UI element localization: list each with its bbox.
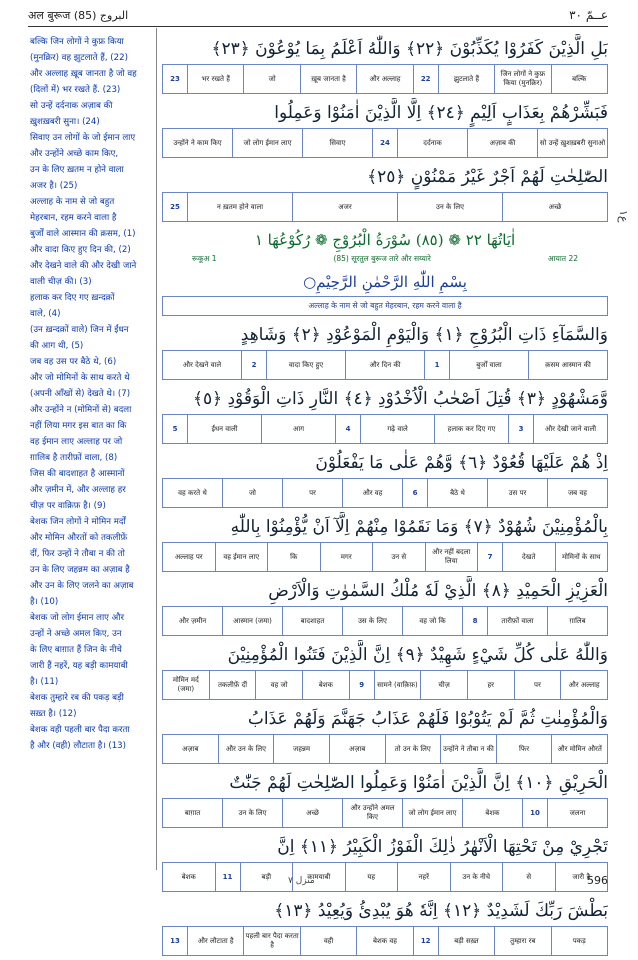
arabic-verse-line: الْحَرِيْقِ ﴿١٠﴾ اِنَّ الَّذِيْنَ اٰمَنُوْا وَعَمِلُوا الصّٰلِحٰتِ لَهُمْ جَنّٰتٌ	[229, 773, 608, 793]
arabic-verse-line: الْعَزِيْزِ الْحَمِيْدِ ﴿٨﴾ الَّذِيْ لَهٗ مُلْكُ السَّمٰوٰتِ وَالْاَرْضِ	[268, 581, 608, 601]
word-meaning-cell: अज़ाब	[329, 735, 385, 764]
translation-line: मेहरबान, रहम करने वाला है	[30, 213, 117, 223]
translation-line: (मुनक्रिर) वह झुटलाते हैं, (22)	[30, 53, 128, 63]
word-meaning-cell: न ख़तम होने वाला	[188, 193, 293, 222]
translation-line: बेशक जो लोग ईमान लाए और	[30, 613, 124, 623]
word-meaning-cell: बड़ी सख़्त	[438, 927, 494, 956]
translation-line: की आग थी, (5)	[30, 341, 84, 351]
arabic-verse-line: فَبَشِّرْهُمْ بِعَذَابٍ اَلِيْمٍ ﴿٢٤﴾ اِلَّا الَّذِيْنَ اٰمَنُوْا وَعَمِلُوا	[274, 103, 608, 123]
surah-info-right: आयात 22	[547, 254, 578, 263]
translation-line: उन के लिए ख़तम न होने वाला	[30, 165, 124, 175]
arabic-verse-line: بِالْمُؤْمِنِيْنَ شُهُوْدٌ ﴿٧﴾ وَمَا نَقَمُوْا مِنْهُمْ اِلَّآ اَنْ يُّؤْمِنُوْا بِاللّٰهِ	[230, 517, 608, 537]
word-meaning-cell: गढ़े वाले	[361, 415, 435, 444]
word-meaning-cell: अज़ाब	[163, 735, 219, 764]
word-meaning-cell: बाग़ात	[163, 799, 223, 828]
word-meaning-cell: 11	[215, 863, 240, 892]
translation-line: जिस की बादशाहत है आस्मानों	[30, 469, 125, 479]
word-meaning-cell: वादा किए हुए	[267, 351, 346, 380]
word-meaning-cell: पर	[514, 671, 561, 700]
word-meaning-cell: उस के लिए	[343, 607, 403, 636]
word-meaning-cell: और वह	[343, 479, 403, 508]
translation-line: ग़ालिब है तारीफ़ों वाला, (8)	[30, 453, 118, 463]
word-meaning-cell: सामने (वाक़िफ़)	[374, 671, 421, 700]
word-meaning-cell: आग	[262, 415, 336, 444]
translation-line: अल्लाह के नाम से जो बहुत	[30, 197, 115, 207]
word-meaning-cell: 25	[163, 193, 188, 222]
word-meaning-cell: वह जो	[256, 671, 303, 700]
word-meaning-cell: मगर	[320, 543, 373, 572]
word-meaning-cell: और उन्होंने अमल किए	[343, 799, 403, 828]
word-meaning-cell: हर	[467, 671, 514, 700]
word-meaning-cell: उस पर	[488, 479, 548, 508]
surah-name-header: अल बुरूज (85) البروج	[28, 9, 129, 22]
word-meaning-cell: देखते	[503, 543, 556, 572]
translation-line: वाली चीज़ की। (3)	[30, 277, 92, 287]
word-meaning-cell: वह करते थे	[163, 479, 223, 508]
word-meaning-cell: जलना	[548, 799, 608, 828]
translation-line: और अल्लाह ख़ूब जानता है जो वह	[30, 69, 137, 79]
translation-line: बेशक वही पहली बार पैदा करता	[30, 725, 130, 735]
word-meaning-cell: 22	[413, 65, 438, 94]
word-meaning-cell: 5	[163, 415, 188, 444]
word-meaning-cell: उन के नीचे	[450, 863, 503, 892]
word-meaning-cell: अज़ाब की	[468, 129, 538, 158]
translation-line: चीज़ पर वाक़िफ़ है। (9)	[30, 501, 106, 511]
word-meaning-cell: जिन लोगों ने कुफ्र किया (मुनक्रिर)	[495, 65, 551, 94]
translation-column	[30, 34, 152, 754]
translation-line: (दिलों में) भर रखते हैं. (23)	[30, 85, 121, 95]
word-by-word-table	[162, 478, 608, 508]
translation-line: जारी हैं नहरें, यह बड़ी कामयाबी	[30, 661, 128, 671]
translation-line: और उन के लिए जलने का अज़ाब	[30, 581, 134, 591]
bismillah: بِسْمِ اللّٰهِ الرَّحْمٰنِ الرَّحِيْمِ○	[303, 273, 467, 291]
arabic-verse-line: وَالسَّمَآءِ ذَاتِ الْبُرُوْجِ ﴿١﴾ وَالْيَوْمِ الْمَوْعُوْدِ ﴿٢﴾ وَشَاهِدٍ	[240, 325, 608, 345]
word-meaning-cell: वह ईमान लाए	[215, 543, 268, 572]
translation-line: के लिए बाग़ात हैं जिन के नीचे	[30, 645, 122, 655]
word-meaning-cell: 1	[425, 351, 450, 380]
word-meaning-cell: जो	[223, 479, 283, 508]
word-meaning-cell: मोमिन मर्द (जमा)	[163, 671, 210, 700]
word-meaning-cell: पर	[283, 479, 343, 508]
word-meaning-cell: बड़ी	[240, 863, 293, 892]
word-meaning-cell: ख़ूब जानता है	[300, 65, 356, 94]
word-meaning-cell: और अल्लाह	[561, 671, 608, 700]
translation-line: सिवाए उन लोगों के जो ईमान लाए	[30, 133, 136, 143]
arabic-verse-line: بَطْشَ رَبِّكَ لَشَدِيْدٌ ﴿١٢﴾ اِنَّهٗ هُوَ يُبْدِئُ وَيُعِيْدُ ﴿١٣﴾	[274, 901, 608, 921]
word-meaning-cell: 7	[478, 543, 503, 572]
translation-line: बल्कि जिन लोगों ने कुफ्र किया	[30, 37, 124, 47]
translation-line: सो उन्हें दर्दनाक अज़ाब की	[30, 101, 113, 111]
word-meaning-cell: पहली बार पैदा करता है	[244, 927, 300, 956]
word-meaning-cell: हलाक कर दिए गए	[435, 415, 509, 444]
word-meaning-cell: बुर्जों वाला	[450, 351, 529, 380]
word-meaning-cell: 12	[413, 927, 438, 956]
word-meaning-cell: सिवाए	[303, 129, 373, 158]
word-meaning-cell: उन्होंने ने तौबा न की	[441, 735, 497, 764]
arabic-verse-line: وَالْمُؤْمِنٰتِ ثُمَّ لَمْ يَتُوْبُوْا فَلَهُمْ عَذَابُ جَهَنَّمَ وَلَهُمْ عَذَابُ	[247, 709, 608, 729]
word-meaning-cell: अल्लाह पर	[163, 543, 216, 572]
word-meaning-cell: 4	[336, 415, 361, 444]
word-meaning-cell: अजर	[293, 193, 398, 222]
word-meaning-cell: तुम्हारा रब	[495, 927, 551, 956]
juz-header: عــمّ ٣٠	[569, 8, 608, 22]
word-meaning-cell: उन के लिए	[398, 193, 503, 222]
translation-line: हलाक कर दिए गए ख़न्दक़ों	[30, 293, 115, 303]
surah-info-row	[162, 254, 608, 268]
word-meaning-cell: और नहीं बदला लिया	[425, 543, 478, 572]
arabic-verse-line: وَّمَشْهُوْدٍ ﴿٣﴾ قُتِلَ اَصْحٰبُ الْاُخْدُوْدِ ﴿٤﴾ النَّارِ ذَاتِ الْوَقُوْدِ ﴿٥﴾	[193, 389, 608, 409]
word-meaning-cell: और देखी जाने वाली	[534, 415, 608, 444]
translation-line: और देखने वाले की और देखी जाने	[30, 261, 137, 271]
translation-line: वह ईमान लाए अल्लाह पर जो	[30, 437, 123, 447]
translation-line: है। (11)	[30, 677, 59, 687]
word-meaning-cell: ईंधन वाली	[188, 415, 262, 444]
word-meaning-cell: और अल्लाह	[357, 65, 413, 94]
translation-line: नहीं लिया मगर इस बात का कि	[30, 421, 127, 431]
word-meaning-cell: चीज़	[421, 671, 468, 700]
word-meaning-cell: बेशक	[463, 799, 523, 828]
word-meaning-cell: पकड़	[551, 927, 607, 956]
arabic-verse-line: بَلِ الَّذِيْنَ كَفَرُوْا يُكَذِّبُوْنَ ﴿٢٢﴾ وَاللّٰهُ اَعْلَمُ بِمَا يُوْعُوْنَ ﴿٢٣﴾	[211, 39, 608, 59]
translation-line: अजर है। (25)	[30, 181, 78, 191]
word-meaning-cell: अच्छे	[283, 799, 343, 828]
word-by-word-table	[162, 128, 608, 158]
word-by-word-table	[162, 606, 608, 636]
column-divider	[156, 28, 157, 870]
word-meaning-cell: यह	[345, 863, 398, 892]
translation-line: है। (10)	[30, 597, 59, 607]
word-meaning-cell: भर रखते हैं	[188, 65, 244, 94]
translation-line: (अपनी आँखों से) देखते थे। (7)	[30, 389, 131, 399]
translation-line: उन के लिए जहन्नम का अज़ाब है	[30, 565, 130, 575]
word-meaning-cell: जो	[244, 65, 300, 94]
word-meaning-cell: 23	[163, 65, 188, 94]
translation-line: है और (वही) लौटाता है। (13)	[30, 741, 126, 751]
word-by-word-table	[162, 192, 608, 222]
word-meaning-cell: 9	[349, 671, 374, 700]
word-meaning-cell: जो लोग ईमान लाए	[233, 129, 303, 158]
word-by-word-table	[162, 926, 608, 956]
word-meaning-cell: बेशक	[163, 863, 216, 892]
surah-title: اٰيَاتُهَا ٢٢ ❁ (٨٥) سُوْرَةُ الْبُرُوْجِ ❁ رُكُوْعُهَا ١	[254, 231, 516, 249]
word-meaning-cell: और ज़मीन	[163, 607, 223, 636]
word-meaning-cell: फिर	[496, 735, 552, 764]
word-meaning-cell: नहरें	[398, 863, 451, 892]
page-footer	[28, 874, 608, 892]
page-number: 596	[587, 874, 608, 887]
manzil-label: منزل ٧	[288, 876, 315, 886]
word-meaning-cell: जहन्नम	[274, 735, 330, 764]
word-meaning-cell: झुटलाते हैं	[438, 65, 494, 94]
word-by-word-table	[162, 542, 608, 572]
word-meaning-cell: जो लोग ईमान लाए	[403, 799, 463, 828]
word-meaning-cell: और देखने वाले	[163, 351, 242, 380]
arabic-word-column	[162, 34, 608, 960]
word-meaning-cell: और दिन की	[346, 351, 425, 380]
word-meaning-cell: कामयाबी	[293, 863, 346, 892]
arabic-verse-line: وَاللّٰهُ عَلٰى كُلِّ شَيْءٍ شَهِيْدٌ ﴿٩﴾ اِنَّ الَّذِيْنَ فَتَنُوا الْمُؤْمِنِيْنَ	[227, 645, 608, 665]
word-meaning-cell: और लौटाता है	[188, 927, 244, 956]
word-meaning-cell: आस्मान (जमा)	[223, 607, 283, 636]
word-by-word-table	[162, 350, 608, 380]
word-meaning-cell: और उन के लिए	[218, 735, 274, 764]
word-meaning-cell: 10	[523, 799, 548, 828]
word-meaning-cell: बादशाहत	[283, 607, 343, 636]
word-by-word-table	[162, 798, 608, 828]
word-meaning-cell: दर्दनाक	[398, 129, 468, 158]
translation-line: दीं, फिर उन्हों ने तौबा न की तो	[30, 549, 125, 559]
translation-line: बुर्जों वाले आस्मान की क़सम, (1)	[30, 229, 136, 239]
translation-line: जब वह उस पर बैठे थे, (6)	[30, 357, 117, 367]
word-meaning-cell: बल्कि	[551, 65, 607, 94]
word-meaning-cell: 6	[403, 479, 428, 508]
header-divider	[28, 26, 608, 27]
translation-line: (उन ख़न्दक़ों वाले) जिन में ईंधन	[30, 325, 129, 335]
word-meaning-cell: मोमिनों के साथ	[555, 543, 608, 572]
surah-info-left: रूकूअ 1	[192, 254, 217, 263]
translation-line: और उन्होंने अच्छे काम किए,	[30, 149, 119, 159]
translation-line: बेशक जिन लोगों ने मोमिन मर्दों	[30, 517, 126, 527]
word-meaning-cell: उन के लिए	[223, 799, 283, 828]
ruku-mark: ع١	[617, 210, 630, 223]
word-meaning-cell: सो उन्हें ख़ुशख़बरी सुनाओ	[538, 129, 608, 158]
word-meaning-cell: जब वह	[548, 479, 608, 508]
word-meaning-cell: से	[503, 863, 556, 892]
translation-line: और मोमिन औरतों को तकलीफ़ें	[30, 533, 128, 543]
word-meaning-cell: ग़ालिब	[548, 607, 608, 636]
word-meaning-cell: तारीफ़ों वाला	[488, 607, 548, 636]
word-meaning-cell: बैठे थे	[428, 479, 488, 508]
word-by-word-table	[162, 414, 608, 444]
word-by-word-table	[162, 670, 608, 700]
arabic-verse-line: الصّٰلِحٰتِ لَهُمْ اَجْرٌ غَيْرُ مَمْنُوْنٍ ﴿٢٥﴾	[367, 167, 608, 187]
arabic-verse-line: اِذْ هُمْ عَلَيْهَا قُعُوْدٌ ﴿٦﴾ وَّهُمْ عَلٰى مَا يَفْعَلُوْنَ	[315, 453, 608, 473]
word-meaning-cell: उन्होंने ने काम किए	[163, 129, 233, 158]
page-header	[28, 8, 608, 26]
word-meaning-cell: 3	[509, 415, 534, 444]
word-meaning-cell: तो उन के लिए	[385, 735, 441, 764]
word-meaning-cell: कि	[268, 543, 321, 572]
translation-line: और जो मोमिनों के साथ करते थे	[30, 373, 130, 383]
word-meaning-cell: 24	[373, 129, 398, 158]
word-by-word-table	[162, 734, 608, 764]
word-meaning-cell: जारी है	[555, 863, 608, 892]
translation-line: ख़ुशख़बरी सुना। (24)	[30, 117, 100, 127]
translation-line: बेशक तुम्हारे रब की पकड़ बड़ी	[30, 693, 124, 703]
word-meaning-cell: वही	[300, 927, 356, 956]
word-meaning-cell: तकलीफ़ें दीं	[209, 671, 256, 700]
word-meaning-cell: बेशक वह	[357, 927, 413, 956]
translation-line: वाले, (4)	[30, 309, 61, 319]
translation-line: सख़्त है। (12)	[30, 709, 77, 719]
word-meaning-cell: बेशक	[302, 671, 349, 700]
word-meaning-cell: उन से	[373, 543, 426, 572]
word-by-word-table	[162, 64, 608, 94]
word-meaning-cell: अच्छे	[503, 193, 608, 222]
word-meaning-cell: 8	[463, 607, 488, 636]
arabic-verse-line: تَجْرِيْ مِنْ تَحْتِهَا الْاَنْهٰرُ ذٰلِكَ الْفَوْزُ الْكَبِيْرُ ﴿١١﴾ اِنَّ	[277, 837, 608, 857]
translation-line: और वादा किए हुए दिन की, (2)	[30, 245, 131, 255]
word-meaning-cell: क़सम आस्मान की	[529, 351, 608, 380]
surah-info-center: (85) सूरतुल बुरूज तारे और सय्यारे	[333, 254, 431, 263]
word-meaning-cell: 2	[242, 351, 267, 380]
word-meaning-cell: 13	[163, 927, 188, 956]
translation-line: और उन्होंने न (मोमिनों से) बदला	[30, 405, 132, 415]
translation-line: उन्हों ने अच्छे अमल किए, उन	[30, 629, 122, 639]
word-meaning-cell: वह जो कि	[403, 607, 463, 636]
translation-line: और ज़मीन में, और अल्लाह हर	[30, 485, 126, 495]
word-meaning-cell: और मोमिन औरतें	[552, 735, 608, 764]
bismillah-translation: अल्लाह के नाम से जो बहुत मेहरबान, रहम करने वाला है	[162, 296, 608, 316]
